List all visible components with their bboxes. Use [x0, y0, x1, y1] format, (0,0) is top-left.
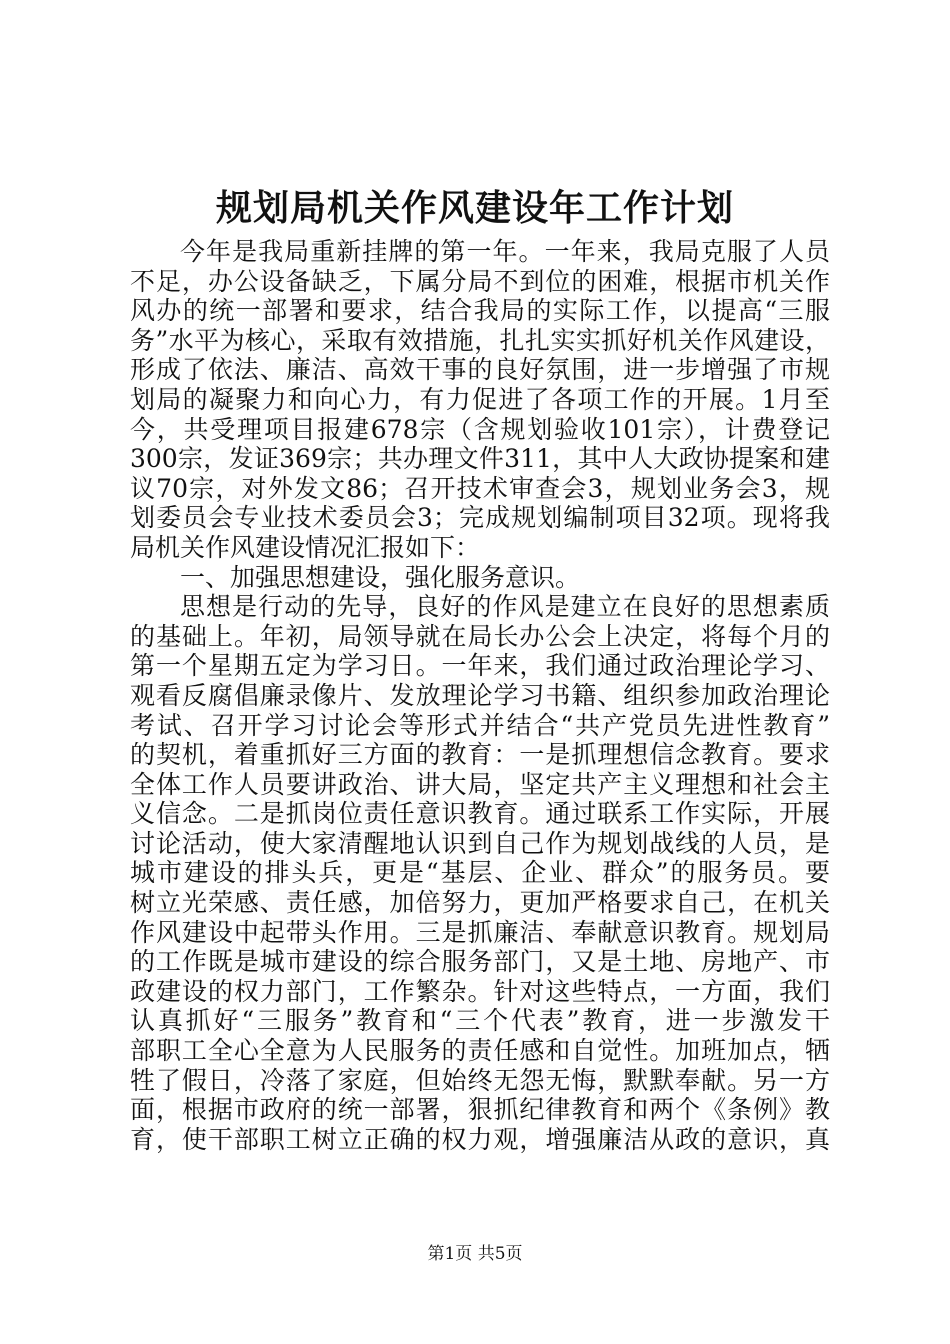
text-line: 育，使干部职工树立正确的权力观，增强廉洁从政的意识，真 — [130, 1124, 830, 1154]
text-line: 第一个星期五定为学习日。一年来，我们通过政治理论学习、 — [130, 651, 830, 681]
text-line: 讨论活动，使大家清醒地认识到自己作为规划战线的人员，是 — [130, 828, 830, 858]
text-line: 风办的统一部署和要求，结合我局的实际工作，以提高“三服 — [130, 296, 830, 326]
text-line: 观看反腐倡廉录像片、发放理论学习书籍、组织参加政治理论 — [130, 680, 830, 710]
text-line: 城市建设的排头兵，更是“基层、企业、群众”的服务员。要 — [130, 858, 830, 888]
text-line: 作风建设中起带头作用。三是抓廉洁、奉献意识教育。规划局 — [130, 917, 830, 947]
text-line: 的契机，着重抓好三方面的教育：一是抓理想信念教育。要求 — [130, 740, 830, 770]
document-title: 规划局机关作风建设年工作计划 — [215, 187, 734, 229]
text-line: 面，根据市政府的统一部署，狠抓纪律教育和两个《条例》教 — [130, 1095, 830, 1125]
text-line: 认真抓好“三服务”教育和“三个代表”教育，进一步激发干 — [130, 1006, 830, 1036]
text-line: 今年是我局重新挂牌的第一年。一年来，我局克服了人员 — [180, 237, 830, 266]
text-line: 局机关作风建设情况汇报如下： — [130, 532, 481, 562]
text-line: 思想是行动的先导，良好的作风是建立在良好的思想素质 — [180, 592, 830, 622]
text-line: 义信念。二是抓岗位责任意识教育。通过联系工作实际，开展 — [130, 799, 830, 829]
text-line: 划局的凝聚力和向心力，有力促进了各项工作的开展。1月至 — [130, 384, 830, 414]
text-line: 部职工全心全意为人民服务的责任感和自觉性。加班加点，牺 — [130, 1036, 830, 1066]
text-line: 划委员会专业技术委员会3；完成规划编制项目32项。现将我 — [130, 503, 830, 533]
text-line: 考试、召开学习讨论会等形式并结合“共产党员先进性教育” — [130, 710, 830, 740]
text-line: 的工作既是城市建设的综合服务部门，又是土地、房地产、市 — [130, 947, 830, 977]
text-line: 今，共受理项目报建678宗（含规划验收101宗），计费登记 — [130, 414, 830, 444]
text-line: 政建设的权力部门，工作繁杂。针对这些特点，一方面，我们 — [130, 976, 830, 1006]
text-line: 树立光荣感、责任感，加倍努力，更加严格要求自己，在机关 — [130, 888, 830, 918]
text-line: 议70宗，对外发文86；召开技术审查会3，规划业务会3，规 — [130, 473, 830, 503]
text-line: 务”水平为核心，采取有效措施，扎扎实实抓好机关作风建设， — [130, 325, 830, 355]
page-footer: 第1页 共5页 — [427, 1244, 523, 1264]
text-line: 的基础上。年初，局领导就在局长办公会上决定，将每个月的 — [130, 621, 830, 651]
text-line: 全体工作人员要讲政治、讲大局，坚定共产主义理想和社会主 — [130, 769, 830, 799]
text-line: 牲了假日，冷落了家庭，但始终无怨无悔，默默奉献。另一方 — [130, 1065, 830, 1095]
text-line: 300宗，发证369宗；共办理文件311，其中人大政协提案和建 — [130, 444, 830, 474]
document-body — [130, 237, 830, 1154]
section-heading: 一、加强思想建设，强化服务意识。 — [180, 562, 581, 592]
text-line: 不足，办公设备缺乏，下属分局不到位的困难，根据市机关作 — [130, 266, 830, 296]
text-line: 形成了依法、廉洁、高效干事的良好氛围，进一步增强了市规 — [130, 355, 830, 385]
